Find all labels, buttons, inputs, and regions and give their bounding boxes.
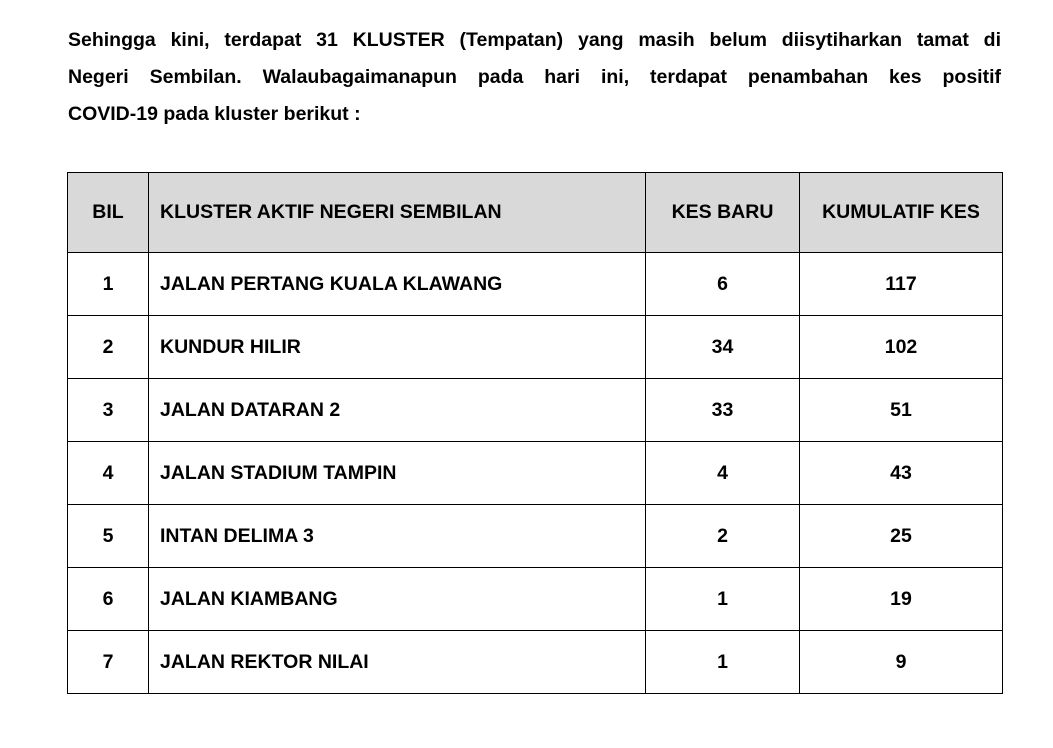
table-row: [68, 316, 1003, 379]
cluster-table: [67, 172, 1003, 694]
intro-paragraph: [68, 22, 1001, 133]
row-new-cases: 33: [646, 379, 800, 442]
table-row: [68, 505, 1003, 568]
row-cluster: JALAN STADIUM TAMPIN: [149, 442, 646, 505]
header-new-cases: KES BARU: [646, 173, 800, 253]
table-row: [68, 253, 1003, 316]
row-cumulative: 9: [800, 631, 1003, 694]
table-row: [68, 568, 1003, 631]
table-row: [68, 631, 1003, 694]
header-cluster: KLUSTER AKTIF NEGERI SEMBILAN: [149, 173, 646, 253]
row-bil: 2: [68, 316, 149, 379]
row-cumulative: 25: [800, 505, 1003, 568]
row-cumulative: 19: [800, 568, 1003, 631]
header-cumulative: KUMULATIF KES: [800, 173, 1003, 253]
row-bil: 6: [68, 568, 149, 631]
row-cluster: JALAN REKTOR NILAI: [149, 631, 646, 694]
intro-line-1: Sehingga kini, terdapat 31 KLUSTER (Tempatan) yang masih belum diisytiharkan tamat di: [68, 29, 1001, 51]
intro-line-3: COVID-19 pada kluster berikut :: [68, 103, 361, 125]
row-bil: 7: [68, 631, 149, 694]
row-new-cases: 34: [646, 316, 800, 379]
row-cumulative: 117: [800, 253, 1003, 316]
row-cumulative: 51: [800, 379, 1003, 442]
row-new-cases: 2: [646, 505, 800, 568]
row-new-cases: 6: [646, 253, 800, 316]
row-cluster: KUNDUR HILIR: [149, 316, 646, 379]
row-bil: 5: [68, 505, 149, 568]
row-new-cases: 1: [646, 568, 800, 631]
intro-line-2: Negeri Sembilan. Walaubagaimanapun pada hari ini, terdapat penambahan kes positif: [68, 66, 1001, 88]
table-header-row: [68, 173, 1003, 253]
row-bil: 1: [68, 253, 149, 316]
row-bil: 4: [68, 442, 149, 505]
header-bil: BIL: [68, 173, 149, 253]
row-cumulative: 43: [800, 442, 1003, 505]
table-row: [68, 379, 1003, 442]
row-cluster: INTAN DELIMA 3: [149, 505, 646, 568]
row-new-cases: 4: [646, 442, 800, 505]
row-cluster: JALAN PERTANG KUALA KLAWANG: [149, 253, 646, 316]
table-row: [68, 442, 1003, 505]
row-bil: 3: [68, 379, 149, 442]
row-cluster: JALAN DATARAN 2: [149, 379, 646, 442]
row-cumulative: 102: [800, 316, 1003, 379]
row-cluster: JALAN KIAMBANG: [149, 568, 646, 631]
row-new-cases: 1: [646, 631, 800, 694]
